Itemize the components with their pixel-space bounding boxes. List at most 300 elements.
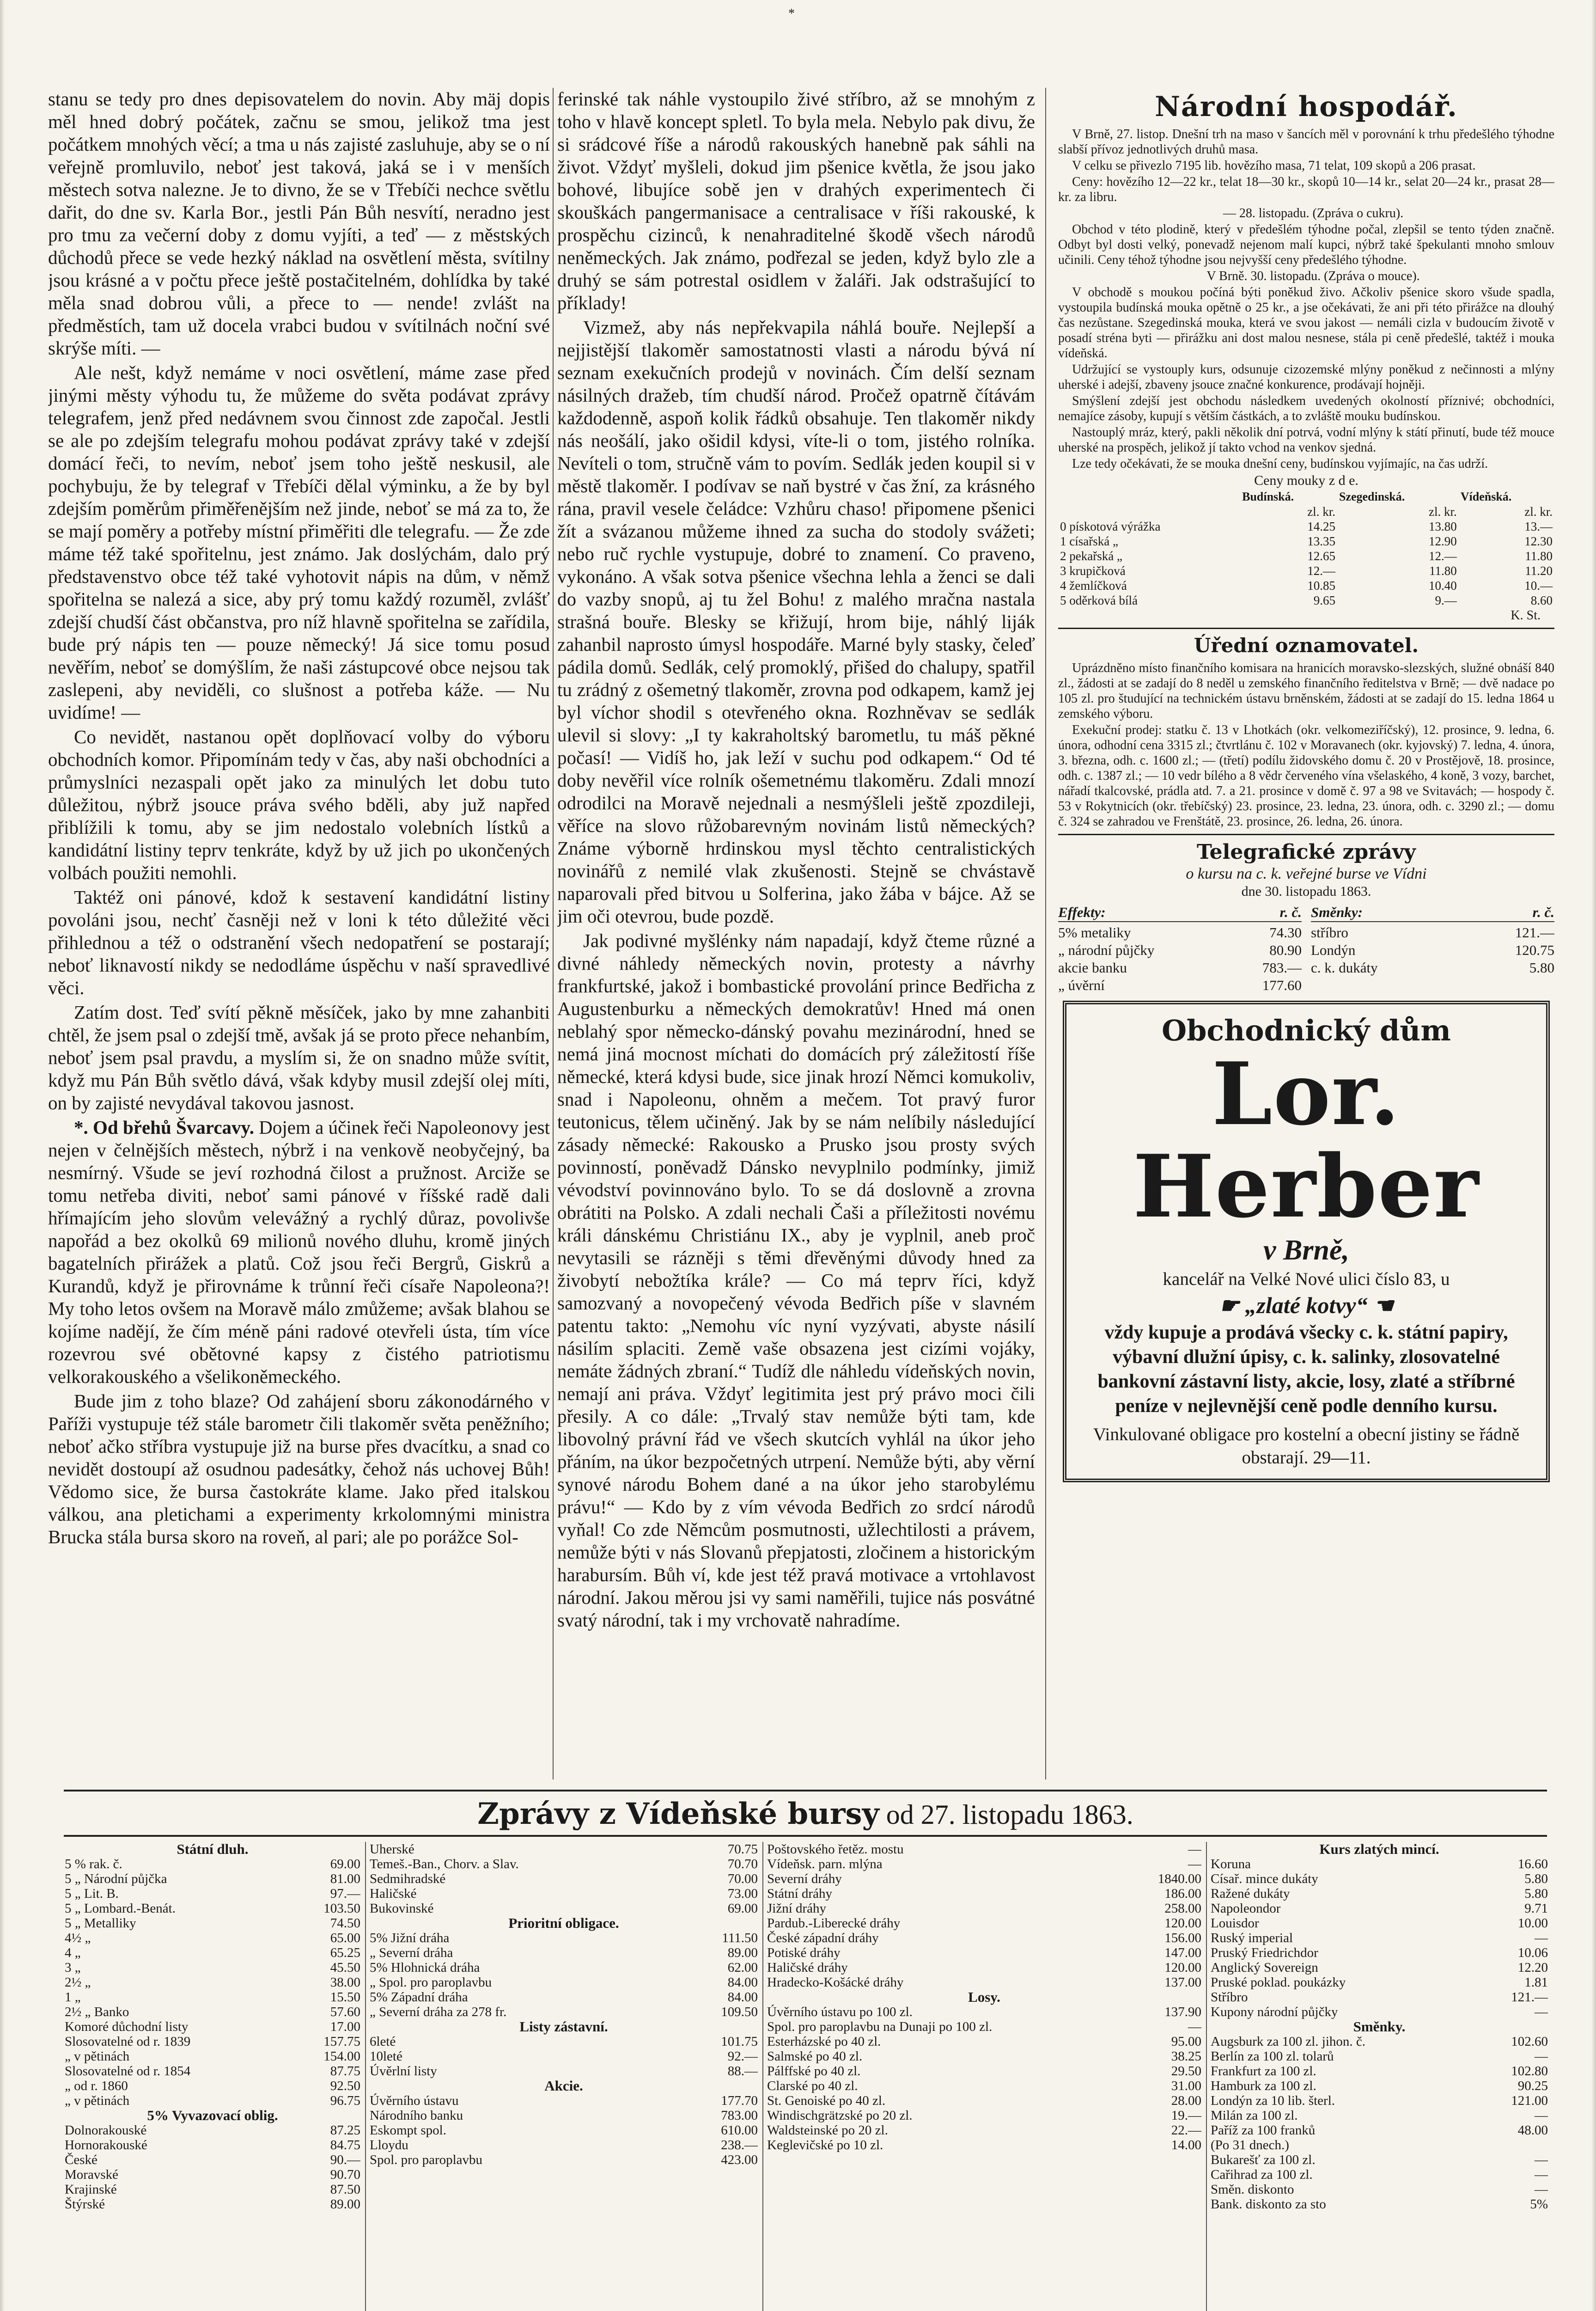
bursa-row	[65, 1945, 360, 1960]
bursa-row-value: 121.—	[1511, 1990, 1548, 2005]
bursa-section-heading: Listy zástavní.	[519, 2018, 608, 2035]
bursa-row-label: „ Severní dráha za 278 fr.	[370, 2005, 507, 2019]
bursa-row-value: —	[1535, 2108, 1548, 2123]
bursa-row-label: Haličské	[370, 1886, 417, 1901]
bursa-row	[767, 1916, 1201, 1931]
ad-footer	[1078, 1423, 1534, 1469]
table-cell: 14.25	[1307, 520, 1335, 533]
bursa-row	[1211, 2034, 1548, 2049]
ad-line-house: Obchodnický dům	[1162, 1014, 1451, 1047]
bursa-row	[370, 1842, 758, 1857]
telegraph-subtitle: o kursu na c. k. veřejné burse ve Vídni	[1186, 865, 1427, 882]
bursa-row-label: Hamburk za 100 zl.	[1211, 2079, 1316, 2093]
bursa-row-value: —	[1535, 2049, 1548, 2064]
bursa-section-heading: Akcie.	[544, 2078, 583, 2094]
bursa-row-value: 69.00	[727, 1901, 758, 1916]
bursa-row-label: Londýn za 10 lib. šterl.	[1211, 2093, 1335, 2108]
table-cell: 10.40	[1428, 579, 1457, 593]
table-row	[1058, 534, 1554, 549]
bursa-row-value: 610.00	[721, 2123, 758, 2138]
table-cell: 3 krupičková	[1060, 564, 1126, 578]
column-2	[557, 88, 1035, 1779]
bursa-row	[767, 2138, 1201, 2152]
section-title-uredni-oznamovatel: Úřední oznamovatel.	[1194, 634, 1419, 657]
bursa-column-2	[370, 1842, 758, 2311]
bursa-row	[65, 2138, 360, 2152]
bursa-row	[65, 1871, 360, 1886]
bursa-title-main: Zprávy z Vídeňské bursy	[477, 1797, 879, 1831]
bursa-row	[1211, 1916, 1548, 1931]
table-cell: 0 pískotová výrážka	[1060, 520, 1161, 533]
bursa-row-value: 70.00	[727, 1871, 758, 1886]
bursa-row-value: 31.00	[1171, 2079, 1201, 2093]
item-value: 121.—	[1515, 924, 1554, 941]
column-rule	[553, 88, 554, 1779]
bursa-row-label: Windischgrätzské po 20 zl.	[767, 2108, 913, 2123]
bursa-row-label: Úvěrního ústavu po 100 zl.	[767, 2005, 913, 2019]
article-paragraph: ferinské tak náhle vystoupilo živé stříbro, až se mnohým z toho v hlavě koncept spletl. To byla mela. Nebylo pak divu, že si srádcové říše a národů rakouských hanebně pak sáhli na život. Vždyť myšleli, dokud jim pšenice květla, že jsou jako bohové, libujíce sobě jen v drahých experimentech či skouškách pangermanisace a centralisace v říši rakouské, k prospěchu cizinců, k nenahraditelné škodě všech národů neněmeckých. Jak známo, podřezal se jeden, když bylo zle a druhý se sám potrestal osidlem v žaláři. Jak odstrašující to příklady!	[557, 88, 1035, 313]
bursa-row-label: 5 % rak. č.	[65, 1857, 122, 1871]
bursa-row-label: Poštovského řetěz. mostu	[767, 1842, 904, 1857]
bursa-row-label: Jižní dráhy	[767, 1901, 827, 1916]
bursa-row-label: Hornorakouské	[65, 2138, 147, 2152]
economy-paragraph: Smýšlení zdejší jest obchodu následkem uvedených okolností příznivé; obchodníci, nemajíce zásoby, kupují s větším částkách, a to zvláště mouku budínskou.	[1058, 394, 1554, 423]
bursa-row	[1211, 1871, 1548, 1886]
table-cell: 12.30	[1524, 534, 1553, 548]
bursa-row	[370, 2093, 758, 2108]
table-cell: zl. kr.	[1428, 505, 1457, 519]
article-paragraph: stanu se tedy pro dnes depisovatelem do novin. Aby mäj dopis měl hned dobrý počátek, začnu se smou, jelikož tma jest počátkem mnohých věcí; a tma u nás zajisté zasluhuje, aby se o ní veřejně promluvilo, neboť jest taková, jaká se i v menších městech sotva nalezne. Je to divno, že se v Třebíči nechce světlu dařit, do dne sv. Karla Bor., jestli Pán Bůh nesvítí, neradno jest pro tmu za večerní doby z domu vyjíti, a teď — z městských důchodů přece se vede hezký náklad na osvětlení města, svítilny jsou krásné a v počtu přece ještě postačitelném, dohlídka by také měla snad dobrou vůli, a přece to — nende! zvlášt na předměstích, tam už docela vrabci budou v svítilnách noční své skrýše míti. —	[48, 88, 550, 359]
bursa-row	[370, 2034, 758, 2049]
bursa-row-label: Pardub.-Liberecké dráhy	[767, 1916, 901, 1931]
bursa-row-label: Spol. pro paroplavbu	[370, 2152, 483, 2167]
bursa-row-label: Slosovatelné od r. 1839	[65, 2034, 191, 2049]
bursa-row-label: Pruský Friedrichdor	[1211, 1945, 1318, 1960]
economy-paragraph: Lze tedy očekávati, že se mouka dnešní ceny, budínskou vyjímajíc, na čas udrží.	[1072, 457, 1488, 471]
bursa-row-value: 38.25	[1171, 2049, 1201, 2064]
bursa-row	[1211, 2197, 1548, 2212]
bursa-row-label: Stříbro	[1211, 1990, 1248, 2005]
bursa-row	[767, 1960, 1201, 1975]
article-paragraph: Vizmež, aby nás nepřekvapila náhlá bouře. Nejlepší a nejjistější tlakoměr samostatnosti vlasti a národu bývá ní seznam exekučních prodejů v novinách. Čím delší seznam násilných dražeb, tím chudší národ. Pročež opatrně čítávám každodenně, aspoň kolik řádků obsahuje. Ten tlakoměr nikdy nás neošálí, jako ošidil kdysi, víte-li o tom, jistého rolníka. Nevíteli o tom, stručně vám to povím. Sedlák jeden koupil si v městě tlakoměr. I podívav se naň bystré v čas žní, za krásného rána, pravil vesele čeládce: Vzhůru chaso! připomene pšenici žít a svázanou můžeme ihned za sucha do stodoly svážeti; nebo ruč rychle vystupuje, dobré to znamení. Co praveno, vykonáno. A však sotva pšenice všechna lehla a ženci se dali do vazby snopů, aj tu žel Bohu! z malého mračna nastala strašná bouře. Blesky se křižují, hrom bije, náhlý liják zahanbil naprosto úmysl hospodáře. Marné byly stasky, čeleď pádila domů. Sedlák, celý promoklý, přišed do chalupy, spatřil tu zrádný z ošemetný tlakoměr, zrovna pod odkapem, kamž jej byl víchor shodil s otevřeného okna. Rozhněvav se sedlák ulevil si slovy: „I ty kakraholtský barometlu, tu máš pěkné počasí! — Vidíš ho, jak leží v suchu pod odkapem.“ Od té doby nevěřil více rolník ošemetnému tlakoměru. Zdali mnozí odrodilci na Moravě nejednali a nesmýšleli ještě zpozdileji, věříce na slovo růžobarevným novinám listů německých? Známe výborně hrdinskou mysl těchto centralistických novinářů z nemilé vlak zkušenosti. Stejně se chvástavě naparovali před bitvou u Solferina, jako žába v bájce. Až se jim oči otevrou, bude pozdě.	[557, 317, 1035, 927]
bursa-row	[370, 2049, 758, 2064]
bursa-column-4	[1211, 1842, 1548, 2311]
bursa-row-value: 29.50	[1171, 2064, 1201, 2079]
bursa-row	[1211, 2049, 1548, 2064]
economy-paragraph: Udržující se vystouply kurs, odsunuje cizozemské mlýny poněkud z nečinnosti a mlýny uherské i adejší, zbaveny jsouce značné konkurence, prodávají hojněji.	[1058, 362, 1554, 392]
economy-paragraph: Nastouplý mráz, který, pakli několik dní potrvá, vodní mlýny k státí přinutí, bude též mouce uherské na prospěch, jelikož jí takto vchod na venkov sjedná.	[1058, 425, 1554, 455]
bursa-row-value: 87.75	[330, 2064, 360, 2079]
ad-city: v Brně,	[1263, 1235, 1349, 1266]
bursa-row-value: 783.00	[721, 2108, 758, 2123]
bursa-row-label: Bukarešť za 100 zl.	[1211, 2152, 1316, 2167]
bursa-row-value: 5.80	[1524, 1886, 1548, 1901]
bills-title: Směnky:	[1311, 904, 1363, 920]
item-value: 783.—	[1262, 960, 1302, 976]
economy-paragraph: Obchod v této plodině, který v předešlém týhodne počal, zlepšil se tento týden značně. Odbyt byl dosti velký, ponevadž nejenom malí kupci, nýbrž také špekulanti mnoho smlouv učinili. Ceny téhož týhodne jsou nejvyšší ceny předešlého týhodne.	[1058, 222, 1554, 267]
table-row	[1058, 519, 1554, 534]
bursa-row-label: Augsburk za 100 zl. jihon. č.	[1211, 2034, 1366, 2049]
list-item	[1058, 924, 1302, 942]
bursa-row-value: 16.60	[1517, 1857, 1548, 1871]
bursa-row	[1211, 1975, 1548, 1990]
section-divider	[1058, 628, 1554, 629]
bursa-row-label: Úvěrního ústavu	[370, 2093, 459, 2108]
bursa-section-heading: Losy.	[968, 1989, 1000, 2005]
bursa-section-heading: Státní dluh.	[177, 1842, 249, 1857]
bursa-row-label: Waldsteinské po 20 zl.	[767, 2123, 888, 2138]
bursa-row-label: Louisdor	[1211, 1916, 1259, 1931]
ad-company-name: Lor. Herber	[1133, 1043, 1480, 1237]
bursa-row-label: 10leté	[370, 2049, 402, 2064]
bursa-row	[1211, 1857, 1548, 1871]
bursa-row-value: 69.00	[330, 1857, 360, 1871]
bursa-row-value: 5.80	[1524, 1871, 1548, 1886]
bursa-row-value: 10.06	[1517, 1945, 1548, 1960]
bursa-row	[1211, 2064, 1548, 2079]
section-rule	[64, 1790, 1547, 1791]
bursa-row-label: Státní dráhy	[767, 1886, 832, 1901]
bursa-row-label: České	[65, 2152, 97, 2167]
bursa-row	[370, 1901, 758, 1916]
bursa-row-value: —	[1535, 1931, 1548, 1945]
table-cell: 9.65	[1313, 593, 1335, 607]
item-label: stříbro	[1311, 924, 1348, 941]
bursa-row-value: 238.—	[721, 2138, 758, 2152]
item-label: 5% metaliky	[1058, 924, 1131, 941]
bills-units: r. č.	[1532, 904, 1554, 920]
table-row	[1058, 593, 1554, 608]
table-header	[1058, 489, 1240, 504]
bursa-row-label: Hradecko-Košácké dráhy	[767, 1975, 904, 1990]
pointing-hand-left-icon: ☚	[1373, 1294, 1394, 1318]
bursa-row-label: 5% Jižní dráha	[370, 1931, 450, 1945]
bursa-row-value: 120.00	[1164, 1916, 1201, 1931]
bills-header	[1311, 904, 1554, 922]
bursa-row	[370, 1960, 758, 1975]
item-label: „ národní půjčky	[1058, 942, 1155, 958]
bursa-row-value: 28.00	[1171, 2093, 1201, 2108]
economy-paragraph: Ceny: hovězího 12—22 kr., telat 18—30 kr., skopů 10—14 kr., selat 20—24 kr., prasat 28— kr. za libru.	[1058, 175, 1554, 204]
bursa-row	[767, 1842, 1201, 1857]
table-cell: 12.—	[1307, 564, 1335, 578]
article-text: Dojem a účinek řeči Napoleonovy jest nejen v čelnějších městech, nýbrž i na venkově neobyčejný, ba nesmírný. Všude se jeví rozhodná čilost a pružnost. Arciže se tomu netřeba diviti, neboť sami pánové v říšské radě dali hřímajícím jeho slovům velevážný a rychlý důraz, povolivše napořád a bez okolků 69 milionů nového dluhu, kromě jiných bagatelních přirážek a platů. Což jsou řeči Bergrů, Giskrů a Kurandů, když je přirovnáme k trůnní řeči císaře Napoleona?! My toho letos ovšem na Moravě málo zmůžeme; avšak blahou se kojíme nadějí, že čím méně páni radové otevřeli ústa, tím více rozevrou své obětovné kapsy z čistého patriotismu velkorakouského a všelikoněmeckého.	[48, 1117, 550, 1387]
bursa-row-value: —	[1188, 1857, 1201, 1871]
bursa-row-value: 137.00	[1164, 1975, 1201, 1990]
bursa-row-label: Komoré důchodní listy	[65, 2019, 189, 2034]
bursa-row-label: Směn. diskonto	[1211, 2182, 1294, 2197]
table-row	[1058, 563, 1554, 578]
bursa-row-value: 102.60	[1511, 2034, 1548, 2049]
bursa-row-value: 22.—	[1171, 2123, 1201, 2138]
bursa-row-value: 19.—	[1171, 2108, 1201, 2123]
bursa-row	[1211, 2182, 1548, 2197]
table-cell: 11.80	[1429, 564, 1457, 578]
bursa-row-value: 97.—	[330, 1886, 360, 1901]
bursa-row	[1211, 2108, 1548, 2123]
table-header: Vídeňská.	[1460, 490, 1512, 503]
bursa-row	[1211, 1990, 1548, 2005]
bursa-row	[1211, 2093, 1548, 2108]
bursa-row-value: 103.50	[323, 1901, 360, 1916]
effects-header	[1058, 904, 1302, 922]
bursa-row-label: Berlín za 100 zl. tolarů	[1211, 2049, 1334, 2064]
bursa-row	[767, 2079, 1201, 2093]
bursa-row-label: „ Severní dráha	[370, 1945, 453, 1960]
bursa-row-label: Bank. diskonto za sto	[1211, 2197, 1326, 2212]
column-rule	[1045, 88, 1046, 1779]
table-cell: 12.65	[1307, 549, 1335, 563]
bursa-row-label: Cařihrad za 100 zl.	[1211, 2167, 1313, 2182]
bursa-row-value: 156.00	[1164, 1931, 1201, 1945]
bursa-row-label: „ v pětinách	[65, 2049, 130, 2064]
bursa-row-label: Clarské po 40 zl.	[767, 2079, 858, 2093]
bursa-row	[767, 2005, 1201, 2019]
article-paragraph: Zatím dost. Teď svítí pěkně měsíček, jako by mne zahanbiti chtěl, že jsem psal o zdejší tmě, avšak já se proto přece nehanbím, neboť jsem psal pravdu, a myslím si, že on snadno může svítit, když mu Pán Bůh světlo dává, však kdyby musil zdejší olej míti, on by zajisté nevydával takovou jasnost.	[48, 1002, 550, 1113]
bursa-row-label: Temeš.-Ban., Chorv. a Slav.	[370, 1857, 519, 1871]
bursa-row-value: —	[1535, 2005, 1548, 2019]
table-cell: 13.—	[1524, 520, 1553, 533]
article-heading: *. Od břehů Švarcavy.	[74, 1117, 255, 1138]
table-cell: 1 císařská „	[1060, 534, 1118, 548]
article-paragraph: Ale nešt, když nemáme v noci osvětlení, máme zase před jinými městy výhodu tu, že můžeme do světa podávat zprávy telegrafem, jenž před nedávnem svou činnost zde započal. Jestli se ale po zdejším telegrafu mohou podávat zprávy také v zdejší domácí řeči, to nevím, neboť jsem toho ještě neskusil, ale pochybuju, že by telegraf v Třebíči dělal výminku, a že by byl zdejším poměrům přiměřenějším než jinde, neboť se má za to, že se mají poměry a potřeby místní přiměřiti dle telegrafu. — Že zde máme též také spořitelnu, jest známo. Jak doslýchám, dalo prý představenstvo obce též také vyhotovit nápis na dům, v němž spořitelna se nalezá a sice, aby prý tomu každý rozuměl, zvlášť zdejší chudší část občanstva, pro níž hlavně spořitelna se zařídila, bude prý nápis ten — pouze německý! Já sice tomu posud nevěřím, neboť se domýšlím, že naši zástupcové obce nejsou tak zaslepeni, aby neviděli, co slušnost a potřeba káže. — Nu uvidíme! —	[48, 362, 550, 723]
bursa-section-heading: Směnky.	[1353, 2018, 1406, 2035]
bursa-row-label: 6leté	[370, 2034, 396, 2049]
table-header-row	[1058, 489, 1554, 504]
bursa-row	[1211, 1931, 1548, 1945]
economy-paragraph: V Brně, 27. listop. Dnešní trh na maso v šancích měl v porovnání k trhu předešlého týhodne slabší přívoz jednotlivých druhů masa.	[1058, 127, 1554, 157]
ad-body: vždy kupuje a prodává všecky c. k. státní papiry, výbavní dlužní úpisy, c. k. salinky, zlosovatelné bankovní zástavní listy, akcie, losy, zlaté a stříbrné peníze v nejlevnější ceně podle denního kursu.	[1097, 1322, 1515, 1417]
bursa-row	[65, 2064, 360, 2079]
bursa-row-value: 96.75	[330, 2093, 360, 2108]
bursa-row	[1211, 1945, 1548, 1960]
list-item	[1311, 959, 1554, 977]
item-value: 5.80	[1529, 960, 1554, 976]
bursa-row-label: Dolnorakouské	[65, 2123, 147, 2138]
bursa-row	[767, 2019, 1201, 2034]
table-cell: 9.—	[1435, 593, 1457, 607]
bursa-row-value: 120.00	[1164, 1960, 1201, 1975]
bursa-row	[65, 1886, 360, 1901]
list-item	[1311, 942, 1554, 959]
item-label: c. k. dukáty	[1311, 960, 1378, 976]
bursa-row-label: Kupony národní půjčky	[1211, 2005, 1338, 2019]
bursa-row	[767, 2064, 1201, 2079]
bursa-row-label: Haličské dráhy	[767, 1960, 848, 1975]
bursa-row-value: 154.00	[323, 2049, 360, 2064]
bursa-row-label: Severní dráhy	[767, 1871, 842, 1886]
bursa-row-value: 258.00	[1164, 1901, 1201, 1916]
flour-signature: K. St.	[1511, 608, 1541, 623]
economy-paragraph: V obchodě s moukou počíná býti poněkud živo. Ačkoliv pšenice skoro všude spadla, vystoupila budínská mouka opětně o 25 kr., a jse očekávati, že ani při této přirážce na dlouhý čas nezůstane. Szegedinská mouka, která ve svou jakost — nemáli cizla v budoucím životě v posadí stréna byti — přirážku ani dost malou nesnese, stála pi ceně předešlé, taktéž i mouka vídeňská.	[1058, 285, 1554, 361]
column-3	[1058, 88, 1554, 1779]
table-cell: 12.90	[1428, 534, 1457, 548]
bursa-row-label: St. Genoiské po 40 zl.	[767, 2093, 886, 2108]
bursa-row-label: 2½ „	[65, 1975, 91, 1990]
bursa-row	[65, 1975, 360, 1990]
bursa-row-label: 5 „ Lombard.-Benát.	[65, 1901, 176, 1916]
top-mark: *	[788, 6, 795, 21]
bursa-row	[370, 2064, 758, 2079]
bursa-row-value: 177.70	[721, 2093, 758, 2108]
advertisement-herber	[1063, 1001, 1550, 1482]
bursa-row-value: 102.80	[1511, 2064, 1548, 2079]
bursa-row-value: 84.75	[330, 2138, 360, 2152]
bursa-row	[1211, 2152, 1548, 2167]
bursa-row	[65, 2152, 360, 2167]
table-header: Szegedinská.	[1339, 490, 1405, 503]
ad-note: Vinkulované obligace pro kostelní a obecní jistiny se řádně obstarají.	[1093, 1425, 1520, 1467]
bursa-row-value: 73.00	[727, 1886, 758, 1901]
bursa-row-label: 5 „ Lit. B.	[65, 1886, 119, 1901]
table-header: Budínská.	[1242, 490, 1294, 503]
bursa-row-value: —	[1535, 2152, 1548, 2167]
bursa-row-value: —	[1188, 1842, 1201, 1857]
item-label: „ úvěrní	[1058, 977, 1105, 993]
bursa-row-value: 45.50	[330, 1960, 360, 1975]
table-cell: 4 žemlíčková	[1060, 579, 1127, 593]
bursa-row-label: Pruské poklad. poukázky	[1211, 1975, 1346, 1990]
bursa-row	[65, 2197, 360, 2212]
bursa-row	[1211, 2123, 1548, 2138]
bursa-row-label: Napoleondor	[1211, 1901, 1281, 1916]
bursa-row	[767, 1886, 1201, 1901]
article-paragraph: Co nevidět, nastanou opět doplňovací volby do výboru obchodních komor. Připomínám tedy v čas, aby naši obchodníci a průmyslníci nezaspali opět jako za minulých let dobu tuto důležitou, nýbrž jsouce práva svého bděli, aby juž napřed přiblížili k tomu, aby se jim nedostalo volebních lístků a kandidátní listiny teprv tenkráte, když by už jich po ukončených volbách použiti nemohli.	[48, 726, 550, 883]
bursa-row	[1211, 2138, 1548, 2152]
ad-sign-line	[1078, 1291, 1534, 1321]
telegraph-date: dne 30. listopadu 1863.	[1241, 884, 1371, 899]
bursa-row-value: —	[1188, 2019, 1201, 2034]
bursa-row-value: 101.75	[721, 2034, 758, 2049]
effects-units: r. č.	[1279, 904, 1302, 920]
bursa-row	[1211, 2005, 1548, 2019]
bursa-row-label: „ od r. 1860	[65, 2079, 128, 2093]
bursa-row-label: Národního banku	[370, 2108, 463, 2123]
article-paragraph: Taktéž oni pánové, kdož k sestavení kandidátní listiny povoláni jsou, nechť časněji než v loni k této důležité věci přihlednou a též o odstranění všech nedopatření se postarají; neboť liknavostí nikdy se nedodláme úspěchu v naší spravedlivé věci.	[48, 886, 550, 998]
bursa-row-value: 17.00	[330, 2019, 360, 2034]
item-value: 177.60	[1262, 977, 1302, 993]
bursa-row-label: Milán za 100 zl.	[1211, 2108, 1298, 2123]
bursa-row-label: Uherské	[370, 1842, 414, 1857]
table-cell: zl. kr.	[1524, 505, 1553, 519]
bursa-row-value: 14.00	[1171, 2138, 1201, 2152]
table-cell: 5 oděrková bílá	[1060, 593, 1138, 607]
bursa-row-value: 74.50	[330, 1916, 360, 1931]
bursa-row	[370, 2123, 758, 2138]
bursa-row-value: —	[1535, 2182, 1548, 2197]
bursa-row-label: Štýrské	[65, 2197, 105, 2212]
bursa-row-value: 157.75	[323, 2034, 360, 2049]
item-value: 80.90	[1269, 942, 1302, 958]
bursa-row-label: Ruský imperial	[1211, 1931, 1293, 1945]
bursa-row-value: —	[1535, 2167, 1548, 2182]
bursa-row	[65, 2005, 360, 2019]
bursa-row-label: Ražené dukáty	[1211, 1886, 1290, 1901]
bursa-row	[65, 2167, 360, 2182]
section-title-narodni-hospodar: Národní hospodář.	[1155, 91, 1458, 123]
bursa-row-label: Paříž za 100 franků	[1211, 2123, 1316, 2138]
bursa-row-value: 87.50	[330, 2182, 360, 2197]
flour-price-table	[1058, 489, 1554, 608]
bursa-title-date: od 27. listopadu 1863.	[886, 1799, 1133, 1830]
bursa-row-label: Lloydu	[370, 2138, 408, 2152]
bursa-row-label: Esterházské po 40 zl.	[767, 2034, 881, 2049]
bursa-row-value: 81.00	[330, 1871, 360, 1886]
bursa-row-value: 423.00	[721, 2152, 758, 2167]
bursa-row	[370, 1975, 758, 1990]
bursa-row	[65, 2034, 360, 2049]
article-paragraph: Jak podivné myšlénky nám napadají, když čteme různé a divné náhledy německých novin, protesty a návrhy frankfurtské, jakož i bombastické provolání prince Bedřicha z Augustenburku a německých demokratův! Hned má onen neblahý spor německo-dánský povahu mezinárodní, hned se nemá jiná mocnost míchati do domácích prý záležitostí říše německé, která kdysi bude, sice jinak hrozí Němci komukoliv, snad i Napoleonu, ohněm a mečem. Tot pravý furor teutonicus, tělem učiněný. Jak by se nám nelíbily následující zásady německé: Rakousko a Prusko jsou prosty svých povinností, poněvadž Dánsko nevyplnilo podmínky, jimiž vévodství povinnováno bylo. To se dá doslovně a zrovna obrátiti na Polsko. A zdali nechali Čaši a příležitosti novému králi dánskému Christiánu IX., aby je vyplnil, aneb proč nevytasili se rázněji s těmi dřevěnými důvody hned za živobytí nebožtíka krále? — Co má teprv říci, když samozvaný a novopečený vévoda Bedřich píše v slavném patentu takto: „Nemohu víc nyní vyzývati, abyste násilí násilím splaciti. Země vaše obsazena jest cizími vojáky, nemáte žádných zbraní.“ Tudíž dle náhledu vídeňských novin, nemají ani práva. Vždyť legitimita jest prý právo moci čili přesily. A co dále: „Trvalý stav nemůže býti tam, kde libovolný právní řád ve všech skutcích vyhlál na úkor jeho přáním, na úkor bezpočetných utrpení. Nemůže býti, aby věrní synové národu Bohem dané a na úkor jeho starobylému právu!“ — Kdo by z vím vévoda Bedřich zo srdcí národů vyňal! Co zde Němcům posmutnosti, užlechtilosti a právem, nemůže býti v nás Slovanů přepjatosti, zločinem a historickým harabursím. Bůh ví, kde jest též pravá motivace a vrtohlavost národní. Jakou měrou jsi vy sami naměřili, tujice nás posvátné svatý národní, tak i my vrchovatě nahradíme.	[557, 930, 1035, 1631]
effects-title: Effekty:	[1058, 904, 1106, 920]
effects-list	[1058, 904, 1302, 994]
bursa-row-value: 88.—	[727, 2064, 758, 2079]
bursa-row-label: Slosovatelné od r. 1854	[65, 2064, 191, 2079]
bursa-row	[65, 1857, 360, 1871]
bursa-row	[767, 2034, 1201, 2049]
bursa-row-value: 9.71	[1524, 1901, 1548, 1916]
bursa-row	[65, 1931, 360, 1945]
bursa-row	[370, 2108, 758, 2123]
bursa-row-value: 92.50	[330, 2079, 360, 2093]
ad-sign-name: „zlaté kotvy“	[1245, 1292, 1368, 1318]
bursa-row	[65, 1916, 360, 1931]
table-cell	[1058, 504, 1240, 519]
table-units-row	[1058, 504, 1554, 519]
table-cell: 10.85	[1307, 579, 1335, 593]
bursa-row	[767, 1871, 1201, 1886]
bursa-row-value: 121.00	[1511, 2093, 1548, 2108]
bursa-row-value: 90.25	[1517, 2079, 1548, 2093]
list-item	[1058, 942, 1302, 959]
table-cell: zl. kr.	[1307, 505, 1335, 519]
bursa-row-label: 5% Západní dráha	[370, 1990, 468, 2005]
bursa-row-value: 95.00	[1171, 2034, 1201, 2049]
bursa-row-label: Císař. mince dukáty	[1211, 1871, 1318, 1886]
bursa-row-value: 111.50	[722, 1931, 758, 1945]
bursa-row-value: 90.70	[330, 2167, 360, 2182]
table-cell: 11.80	[1525, 549, 1553, 563]
bursa-row-label: 5% Hlohnická dráha	[370, 1960, 480, 1975]
bursa-row	[767, 2093, 1201, 2108]
bursa-row	[767, 1857, 1201, 1871]
bursa-row-value: 48.00	[1517, 2123, 1548, 2138]
flour-price-caption: Ceny mouky z d e.	[1254, 473, 1358, 488]
table-cell: 8.60	[1530, 593, 1553, 607]
bursa-row	[1211, 2167, 1548, 2182]
bursa-row	[767, 1901, 1201, 1916]
bursa-row	[1211, 1960, 1548, 1975]
ad-address: kancelář na Velké Nové ulici číslo 83, u	[1163, 1269, 1450, 1289]
bursa-row-value: 109.50	[721, 2005, 758, 2019]
item-value: 120.75	[1515, 942, 1554, 958]
bursa-row-label: „ Spol. pro paroplavbu	[370, 1975, 492, 1990]
column-1	[48, 88, 550, 1779]
bursa-row-label: Krajinské	[65, 2182, 117, 2197]
column-rule	[365, 1842, 366, 2311]
item-label: Londýn	[1311, 942, 1356, 958]
item-value: 74.30	[1269, 924, 1302, 941]
article-paragraph: Bude jim z toho blaze? Od zahájení sboru zákonodárného v Paříži vystupuje též stále barometr čili tlakoměr světa peněžního; neboť ačko stříbra vystupuje již na burse přes dvacítku, a snad co nevidět dostoupí až osudnou padesátky, čehož nás uchovej Bůh! Vědomo sice, že bursa častokráte klame. Jako před italskou válkou, ana pletichami a experimenty krkolomnými ministra Brucka stála bursa skoro na roveň, al pari; ale po porážce Sol-	[48, 1390, 550, 1547]
table-cell: 11.20	[1525, 564, 1553, 578]
bursa-row	[370, 1857, 758, 1871]
bursa-title	[64, 1796, 1547, 1833]
bursa-row	[1211, 2079, 1548, 2093]
bursa-row-value: 57.60	[330, 2005, 360, 2019]
bursa-row-value: 1.81	[1524, 1975, 1548, 1990]
bursa-row-value: 1840.00	[1157, 1871, 1201, 1886]
notice-paragraph: Exekuční prodej: statku č. 13 v Lhotkách (okr. velkomeziříčský), 12. prosince, 9. ledna, 6. února, odhodní cena 3315 zl.; čtvrtlánu č. 102 v Moravanech (okr. kyjovský) 7. ledna, 4. února, 3. března, odh. c. 1600 zl.; — (třetí) podílu židovského domu č. 20 v Prostějově, 18. prosince, odh. c. 1387 zl.; — 10 vedr bílého a 8 vědr červeného vína všelaského, 4 koně, 3 vozy, barchet, nářadí tkalcovské, prádla atd. 7. a 21. prosince v domě č. 97 a 98 ve Svitavách; — hospody č. 53 v Rokytnicích (okr. třebíčský) 23. prosince, 23. ledna, 23. února, odh. c. 3290 zl.; — domu č. 324 se zahradou ve Frenštátě, 23. prosince, 26. ledna, 26. února.	[1058, 723, 1554, 829]
bursa-row-label: České západní dráhy	[767, 1931, 879, 1945]
